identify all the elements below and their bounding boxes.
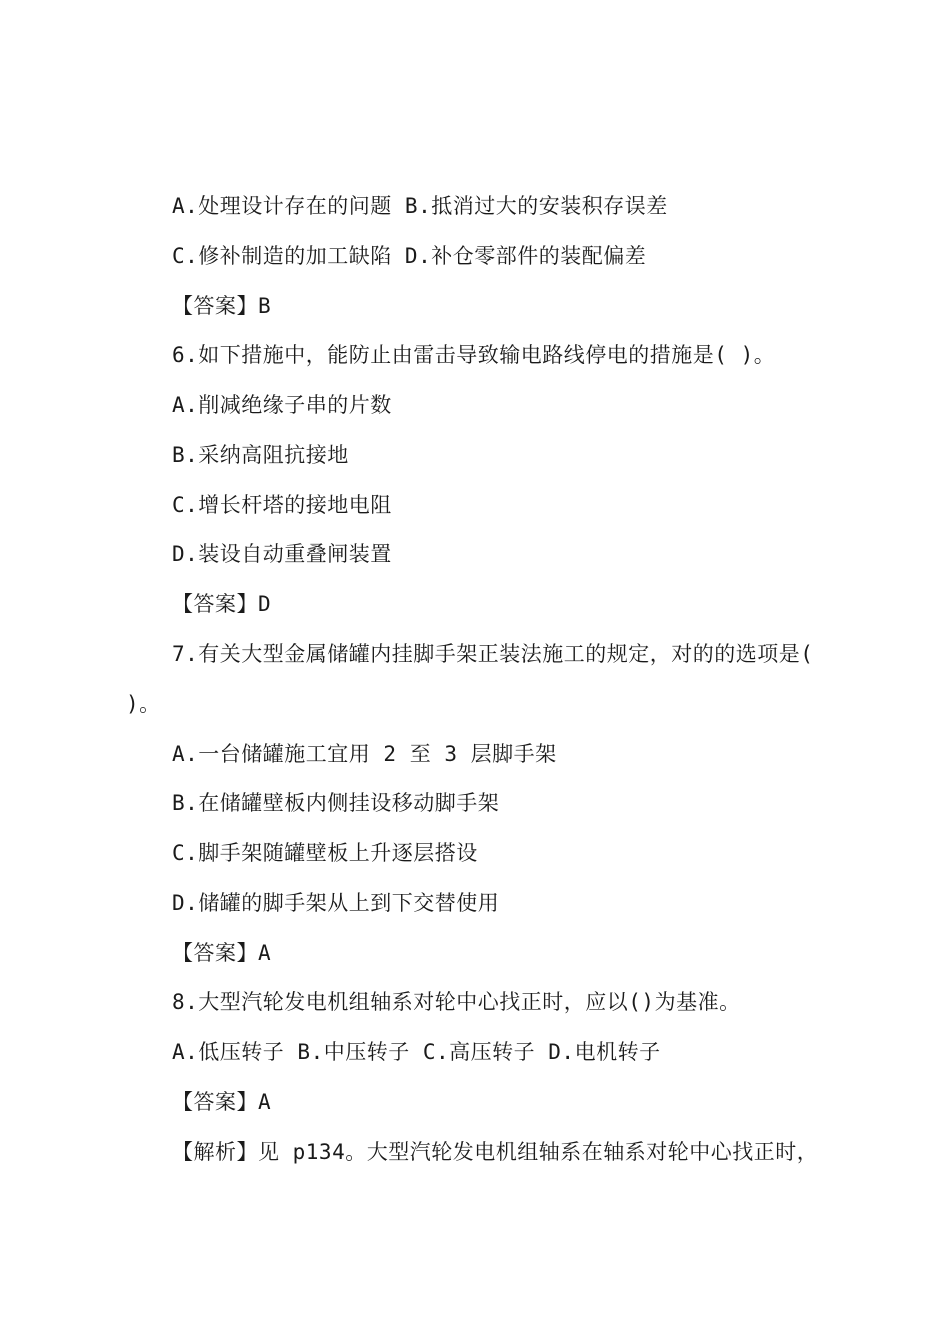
q6-answer: 【答案】D [172, 592, 272, 616]
q6-option-d: D.装设自动重叠闸装置 [172, 542, 392, 566]
q6-option-a: A.削减绝缘子串的片数 [172, 393, 392, 417]
q7-option-a: A.一台储罐施工宜用 2 至 3 层脚手架 [172, 742, 557, 766]
q7-answer: 【答案】A [172, 941, 272, 965]
q7-option-c: C.脚手架随罐壁板上升逐层搭设 [172, 841, 478, 865]
q6-option-c: C.增长杆塔的接地电阻 [172, 493, 392, 517]
q8-analysis: 【解析】见 p134。大型汽轮发电机组轴系在轴系对轮中心找正时， [172, 1140, 819, 1164]
q7-question: 7.有关大型金属储罐内挂脚手架正装法施工的规定，对的的选项是( [172, 642, 814, 666]
q8-answer: 【答案】A [172, 1090, 272, 1114]
q5-answer: 【答案】B [172, 294, 272, 318]
q7-option-d: D.储罐的脚手架从上到下交替使用 [172, 891, 500, 915]
q8-options: A.低压转子 B.中压转子 C.高压转子 D.电机转子 [172, 1040, 661, 1064]
q8-question: 8.大型汽轮发电机组轴系对轮中心找正时，应以()为基准。 [172, 990, 741, 1014]
q7-question-continued: )。 [126, 692, 161, 716]
q6-option-b: B.采纳高阻抗接地 [172, 443, 349, 467]
q7-option-b: B.在储罐壁板内侧挂设移动脚手架 [172, 791, 500, 815]
q5-options-ab: A.处理设计存在的问题 B.抵消过大的安装积存误差 [172, 194, 668, 218]
q5-options-cd: C.修补制造的加工缺陷 D.补仓零部件的装配偏差 [172, 244, 647, 268]
q6-question: 6.如下措施中，能防止由雷击导致输电路线停电的措施是( )。 [172, 343, 776, 367]
